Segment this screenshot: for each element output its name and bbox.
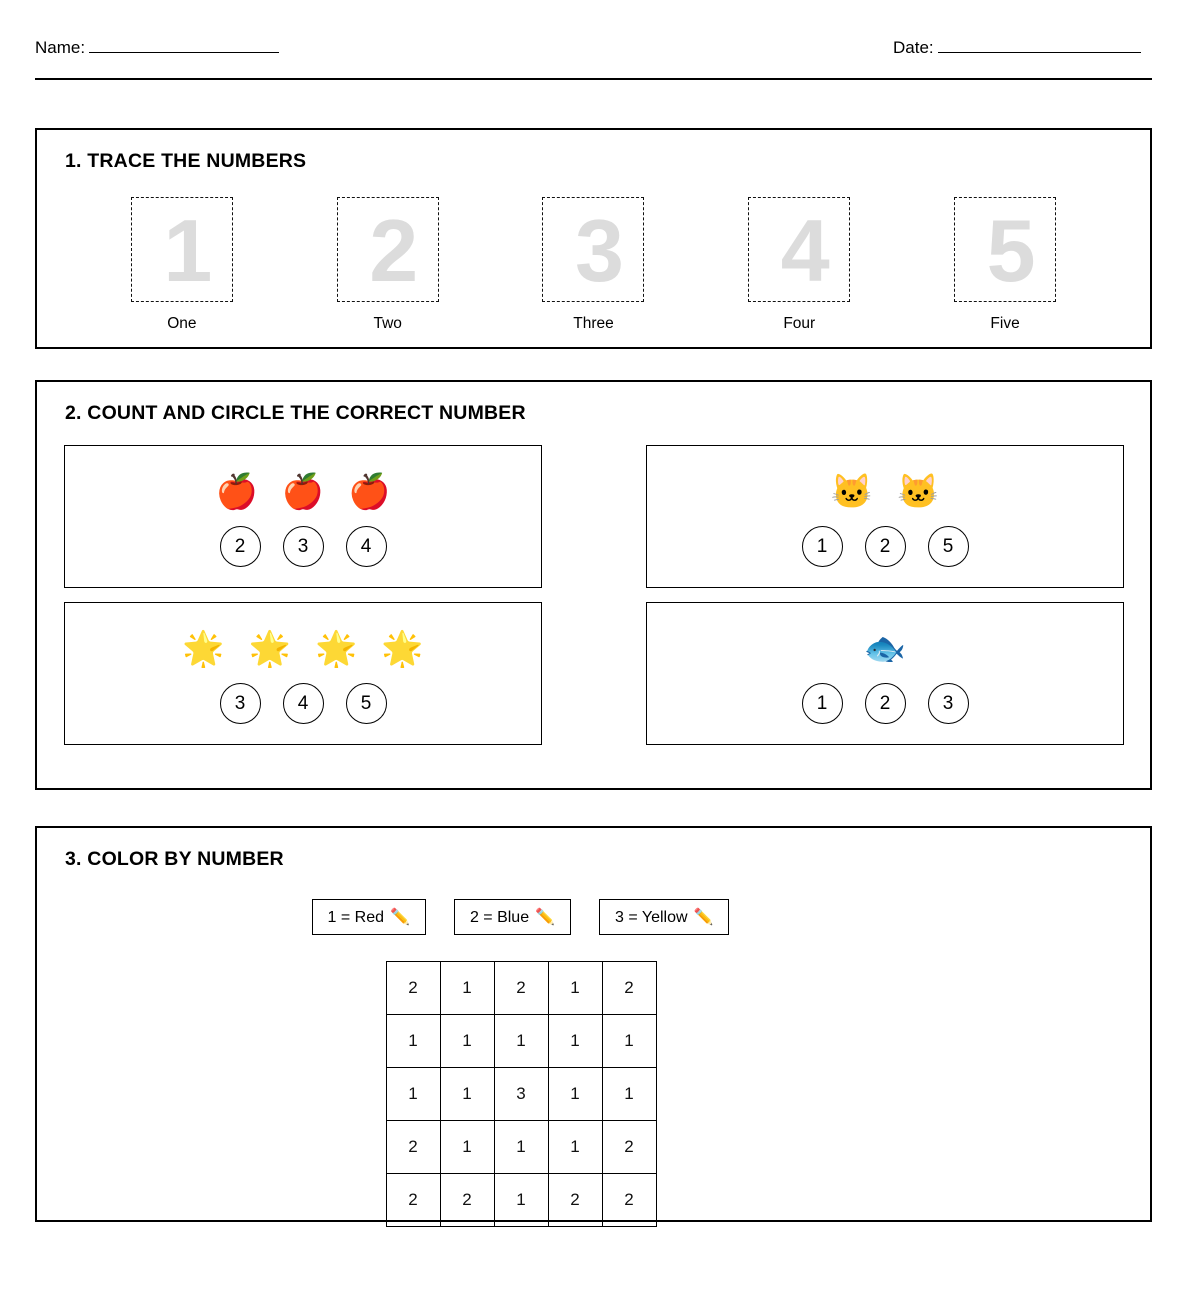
color-grid-cell[interactable]: 2 xyxy=(494,962,548,1015)
trace-word-label: Three xyxy=(573,315,614,332)
choice-circle[interactable]: 5 xyxy=(928,526,969,567)
color-grid-row xyxy=(386,1121,656,1174)
legend-chip-label: 1 = Red xyxy=(327,909,385,926)
trace-items-row xyxy=(79,197,1108,333)
trace-item[interactable] xyxy=(945,197,1065,333)
trace-word-label: One xyxy=(167,315,197,332)
color-grid-body xyxy=(386,962,656,1227)
color-grid-row xyxy=(386,1068,656,1121)
trace-ghost-numeral: 3 xyxy=(575,200,624,300)
legend-chip-label: 3 = Yellow xyxy=(615,909,688,926)
choice-circle[interactable]: 1 xyxy=(802,526,843,567)
count-choices-row xyxy=(220,683,387,724)
count-choices-row xyxy=(220,526,387,567)
count-choices-row xyxy=(802,683,969,724)
choice-circle[interactable]: 1 xyxy=(802,683,843,724)
trace-ghost-numeral: 4 xyxy=(780,200,830,300)
section-count-title: 2. COUNT AND CIRCLE THE CORRECT NUMBER xyxy=(65,402,526,424)
color-grid-cell[interactable]: 2 xyxy=(548,1174,602,1227)
trace-box[interactable] xyxy=(337,197,439,302)
color-grid-row xyxy=(386,962,656,1015)
trace-word-label: Five xyxy=(990,315,1020,332)
color-grid-cell[interactable]: 1 xyxy=(440,1121,494,1174)
color-grid-cell[interactable]: 1 xyxy=(440,962,494,1015)
glowing-star-icon: 🌟 xyxy=(248,630,291,668)
trace-box[interactable] xyxy=(542,197,644,302)
worksheet-header xyxy=(35,0,1152,80)
color-grid-cell[interactable]: 1 xyxy=(440,1015,494,1068)
color-grid-cell[interactable]: 1 xyxy=(494,1174,548,1227)
color-grid-cell[interactable]: 1 xyxy=(548,1121,602,1174)
choice-circle[interactable]: 4 xyxy=(346,526,387,567)
color-grid-cell[interactable]: 1 xyxy=(548,1068,602,1121)
glowing-star-icon: 🌟 xyxy=(381,630,424,668)
date-field[interactable] xyxy=(893,38,1141,58)
color-grid-row xyxy=(386,1174,656,1227)
color-grid-cell[interactable]: 1 xyxy=(548,962,602,1015)
legend-chip-blue[interactable] xyxy=(454,899,571,935)
apple-icon: 🍎 xyxy=(215,473,258,511)
choice-circle[interactable]: 3 xyxy=(283,526,324,567)
count-items-row xyxy=(864,623,906,675)
choice-circle[interactable]: 2 xyxy=(220,526,261,567)
color-grid-cell[interactable]: 1 xyxy=(602,1068,656,1121)
trace-box[interactable] xyxy=(748,197,850,302)
color-legend-row xyxy=(37,899,1150,935)
count-box-fish xyxy=(646,602,1124,745)
count-box-apples xyxy=(64,445,542,588)
legend-chip-red[interactable] xyxy=(312,899,426,935)
count-items-row xyxy=(215,466,390,518)
date-label: Date: xyxy=(893,38,934,57)
choice-circle[interactable]: 3 xyxy=(928,683,969,724)
trace-item[interactable] xyxy=(122,197,242,333)
section-count-and-circle xyxy=(35,380,1152,790)
trace-ghost-numeral: 1 xyxy=(163,200,213,300)
color-grid-cell[interactable]: 1 xyxy=(494,1121,548,1174)
cat-face-icon: 🐱 xyxy=(897,473,940,511)
trace-box[interactable] xyxy=(954,197,1056,302)
color-grid-cell[interactable]: 1 xyxy=(602,1015,656,1068)
trace-ghost-numeral: 5 xyxy=(986,200,1036,300)
date-write-line[interactable] xyxy=(938,51,1141,53)
count-boxes-grid xyxy=(64,445,1150,745)
color-grid-cell[interactable]: 1 xyxy=(494,1015,548,1068)
color-grid-cell[interactable]: 2 xyxy=(386,1174,440,1227)
section-trace-title: 1. TRACE THE NUMBERS xyxy=(65,150,307,172)
choice-circle[interactable]: 4 xyxy=(283,683,324,724)
trace-box[interactable] xyxy=(131,197,233,302)
apple-icon: 🍎 xyxy=(281,473,325,511)
count-items-row xyxy=(182,623,423,675)
color-grid-cell[interactable]: 1 xyxy=(386,1015,440,1068)
count-choices-row xyxy=(802,526,969,567)
glowing-star-icon: 🌟 xyxy=(315,630,358,668)
color-grid-cell[interactable]: 2 xyxy=(602,1121,656,1174)
legend-chip-yellow[interactable] xyxy=(599,899,729,935)
count-box-cats xyxy=(646,445,1124,588)
color-by-number-grid[interactable] xyxy=(386,961,657,1227)
section-trace-numbers xyxy=(35,128,1152,349)
color-grid-cell[interactable]: 1 xyxy=(548,1015,602,1068)
choice-circle[interactable]: 3 xyxy=(220,683,261,724)
apple-icon: 🍎 xyxy=(348,473,391,511)
pencil-icon: ✏️ xyxy=(390,909,410,926)
color-grid-cell[interactable]: 1 xyxy=(386,1068,440,1121)
color-grid-cell[interactable]: 2 xyxy=(602,962,656,1015)
trace-item[interactable] xyxy=(533,197,653,333)
trace-item[interactable] xyxy=(328,197,448,333)
color-grid-row xyxy=(386,1015,656,1068)
name-write-line[interactable] xyxy=(89,51,279,53)
name-label: Name: xyxy=(35,38,86,57)
color-grid-cell[interactable]: 2 xyxy=(386,1121,440,1174)
choice-circle[interactable]: 2 xyxy=(865,526,906,567)
header-divider xyxy=(35,78,1152,80)
trace-ghost-numeral: 2 xyxy=(369,200,419,300)
fish-icon: 🐟 xyxy=(863,630,907,668)
section-color-by-number xyxy=(35,826,1152,1222)
trace-word-label: Four xyxy=(783,315,816,332)
choice-circle[interactable]: 2 xyxy=(865,683,906,724)
trace-item[interactable] xyxy=(739,197,859,333)
color-grid-cell[interactable]: 3 xyxy=(494,1068,548,1121)
section-color-title: 3. COLOR BY NUMBER xyxy=(65,848,284,870)
legend-chip-label: 2 = Blue xyxy=(469,909,530,926)
color-grid-cell[interactable]: 1 xyxy=(440,1068,494,1121)
count-box-stars xyxy=(64,602,542,745)
color-grid-wrapper xyxy=(37,961,1150,1227)
count-items-row xyxy=(831,466,940,518)
cat-face-icon: 🐱 xyxy=(830,473,873,511)
pencil-icon: ✏️ xyxy=(693,909,714,926)
color-grid-cell[interactable]: 2 xyxy=(440,1174,494,1227)
name-field[interactable] xyxy=(35,38,279,58)
color-grid-cell[interactable]: 2 xyxy=(386,962,440,1015)
trace-word-label: Two xyxy=(373,315,402,332)
pencil-icon: ✏️ xyxy=(535,909,556,926)
choice-circle[interactable]: 5 xyxy=(346,683,387,724)
glowing-star-icon: 🌟 xyxy=(182,630,225,668)
color-grid-cell[interactable]: 2 xyxy=(602,1174,656,1227)
